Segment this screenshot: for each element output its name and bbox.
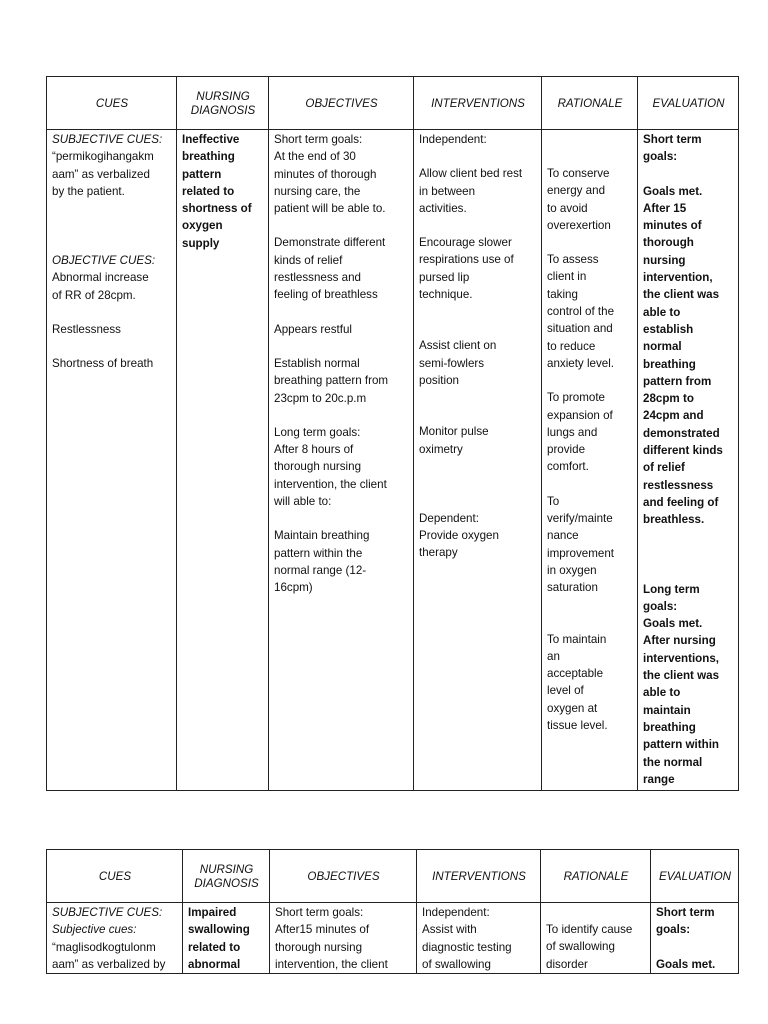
header-nursing-diagnosis: NURSING DIAGNOSIS [177,77,269,130]
rationale-item: To verify/mainte nance improvement in oxygen saturation [547,494,615,595]
objective-cues-text: Abnormal increase of RR of 28cpm. [52,271,149,302]
intervention-item: Provide oxygen therapy [419,529,499,560]
header-row [47,850,739,903]
header-evaluation: EVALUATION [651,850,739,903]
subjective-cues-text: “maglisodkogtulonm aam” as verbalized by [52,940,166,971]
interventions-text: Independent: Assist with diagnostic testing of swallowing [422,906,512,971]
subjective-cues-label: SUBJECTIVE CUES: [52,133,163,146]
nursing-diagnosis-text: Impaired swallowing related to abnormal [188,906,250,971]
objectives-cell [270,903,417,974]
rationale-cell [542,130,638,791]
rationale-item: To maintain an acceptable level of oxygen at tissue level. [547,632,608,733]
long-term-goals-text: After 8 hours of thorough nursing intervention, the client will able to: [274,443,387,509]
objective-item: Maintain breathing pattern within the normal range (12- 16cpm) [274,529,370,595]
nursing-diagnosis-cell [183,903,270,974]
subjective-cues-text: “permikogihangakm aam” as verbalized by the patient. [52,150,154,198]
evaluation-short-term-label: Short term goals: [643,133,702,164]
objective-item: Appears restful [274,322,352,336]
cues-cell [47,130,177,791]
header-row [47,77,739,130]
objectives-cell [269,130,414,791]
evaluation-short-term-text: Goals met. After 15 minutes of thorough nursing intervention, the client was able to establish normal breathing pattern from 28cpm to 24cpm and demonstrated different kinds of relief restlessness and feeling of breathless. [643,184,723,527]
independent-label: Independent: [419,133,487,146]
cue-restlessness: Restlessness [52,323,121,337]
header-interventions: INTERVENTIONS [417,850,541,903]
evaluation-cell [651,903,739,974]
objective-item: Establish normal breathing pattern from 23cpm to 20c.p.m [274,356,389,405]
nursing-diagnosis-text: Ineffective breathing pattern related to shortness of oxygen supply [182,133,252,250]
rationale-item: To promote expansion of lungs and provide comfort. [547,391,613,474]
rationale-cell [541,903,651,974]
subjective-cues-label-2: Subjective cues: [52,923,137,937]
rationale-text: To identify cause of swallowing disorder [546,923,633,971]
header-cues: CUES [47,850,183,903]
table-row [47,903,739,974]
cue-shortness-of-breath: Shortness of breath [52,357,154,371]
intervention-item: Assist client on semi-fowlers position [419,339,497,387]
header-objectives: OBJECTIVES [270,850,417,903]
header-evaluation: EVALUATION [638,77,739,130]
interventions-cell [417,903,541,974]
rationale-item: To assess client in taking control of the situation and to reduce anxiety level. [547,253,615,370]
interventions-cell [414,130,542,791]
cues-cell [47,903,183,974]
rationale-item: To conserve energy and to avoid overexertion [547,167,611,232]
nursing-diagnosis-cell [177,130,269,791]
dependent-label: Dependent: [419,511,479,525]
evaluation-short-term-label: Short term goals: [656,906,715,937]
evaluation-short-term-text: Goals met. [656,957,716,971]
header-rationale: RATIONALE [542,77,638,130]
header-rationale: RATIONALE [541,850,651,903]
nursing-care-plan-table-1 [46,76,739,791]
objectives-text: Short term goals: After15 minutes of thorough nursing intervention, the client [275,906,388,971]
long-term-goals-label: Long term goals: [274,425,361,439]
intervention-item: Monitor pulse oximetry [419,425,489,456]
header-cues: CUES [47,77,177,130]
header-objectives: OBJECTIVES [269,77,414,130]
intervention-item: Encourage slower respirations use of pursed lip technique. [419,236,514,302]
header-interventions: INTERVENTIONS [414,77,542,130]
subjective-cues-label: SUBJECTIVE CUES: [52,906,163,919]
evaluation-long-term-text: Long term goals: Goals met. After nursing interventions, the client was able to maintain breathing pattern within the normal range [643,582,720,786]
nursing-care-plan-table-2 [46,849,739,974]
table-row [47,130,739,791]
intervention-item: Allow client bed rest in between activities. [419,167,523,215]
short-term-goals-label: Short term goals: [274,133,363,146]
objective-cues-label: OBJECTIVE CUES: [52,254,156,268]
header-nursing-diagnosis: NURSING DIAGNOSIS [183,850,270,903]
short-term-goals-text: At the end of 30 minutes of thorough nursing care, the patient will be able to. [274,150,386,216]
evaluation-cell [638,130,739,791]
objective-item: Demonstrate different kinds of relief restlessness and feeling of breathless [274,236,386,302]
